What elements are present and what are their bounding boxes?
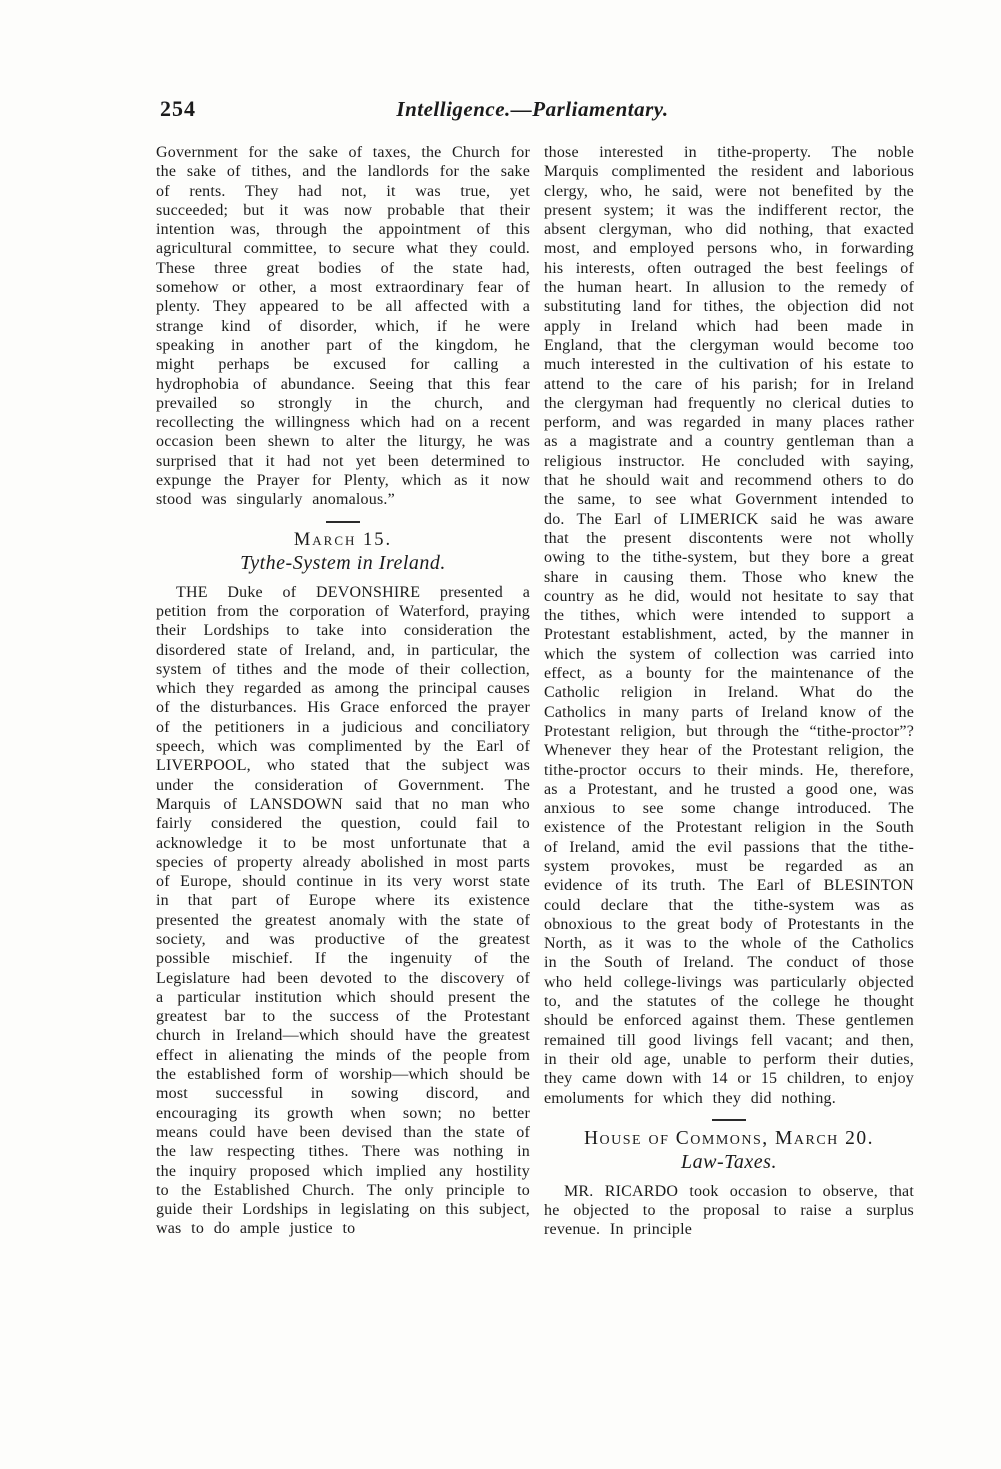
running-title: Intelligence.—Parliamentary. bbox=[396, 97, 669, 121]
paragraph-law-taxes: MR. RICARDO took occasion to observe, that he objected to the proposal to raise a surplus revenue. In principle bbox=[544, 1182, 914, 1239]
date-heading-march-15: March 15. bbox=[293, 529, 393, 550]
section-title-law-taxes: Law-Taxes. bbox=[681, 1150, 777, 1173]
paragraph-tithe-property-continuation: those interested in tithe-property. The noble Marquis complimented the resident and laborious clergy, who, he said, were not benefited by the present system; it was the indifferent rector, the absent clergyman, who did nothing, that exacted most, and employed persons who, in forwarding his interests, often outraged the best feelings of the human heart. In allusion to the remedy of substituting land for tithes, the objection did not apply in Ireland which had been made in England, that the clergyman would become too much interested in the cultivation of his estate to attend to the care of his parish; for in Ireland the clergyman had frequently no clerical duties to perform, and was regarded in many places rather as a magistrate and a country gentleman than a religious instructor. He concluded with saying, that he should wait and recommend others to do the same, to see what Government intended to do. The Earl of LIMERICK said he was aware that the present discontents were not wholly owing to the tithe-system, but they bore a great share in causing them. Those who knew the country as he did, would not hesitate to say that the tithes, which were intended to support a Protestant establishment, acted, by the manner in which the system of collection was carried into effect, as a bounty for the maintenance of the Catholic religion in Ireland. What do the Catholics in many parts of Ireland know of the Protestant religion, but through the “tithe-proctor”? Whenever they hear of the Protestant religion, the tithe-proctor occurs to their minds. He, therefore, as a Protestant, and he trusted a good one, was anxious to see some change introduced. The existence of the Protestant religion in the South of Ireland, amid the evil passions that the tithe-system provokes, must be regarded as an evidence of its truth. The Earl of BLESINTON could declare that the tithe-system was as obnoxious to the great body of Protestants in the North, as it was to the whole of the Catholics in the South of Ireland. The conduct of those who held college-livings was particularly objected to, and the statutes of the college he thought should be enforced against them. These gentlemen remained till good livings fell vacant; and then, in their old age, unable to perform their duties, they came down with 14 or 15 children, to enjoy emoluments for which they did nothing. bbox=[544, 144, 914, 1107]
right-column bbox=[544, 143, 914, 1240]
paragraph-government-continuation: Government for the sake of taxes, the Church for the sake of tithes, and the landlords for the sake of rents. They had not, it was true, yet succeeded; but it was now probable that their intention was, through the appointment of this agricultural committee, to secure what they could. These three great bodies of the state had, somehow or other, a most extraordinary fear of plenty. They appeared to be all affected with a strange kind of disorder, which, if he were speaking in another part of the kingdom, he might perhaps be excused for calling a hydrophobia of abundance. Seeing that this fear prevailed so strongly in the church, and recollecting the willingness which had on a recent occasion been shewn to alter the liturgy, he was surprised that it had not yet been determined to expunge the Prayer for Plenty, which as it now stood was singularly anomalous.” bbox=[156, 144, 530, 509]
section-divider bbox=[326, 521, 360, 523]
paragraph-tythe-system: THE Duke of DEVONSHIRE presented a petition from the corporation of Waterford, praying their Lordships to take into consideration the disordered state of Ireland, and, in particular, the system of tithes and the mode of their collection, which they regarded as among the principal causes of the disturbances. His Grace enforced the prayer of the petitioners in a judicious and conciliatory speech, which was complimented by the Earl of LIVERPOOL, who stated that the subject was under the consideration of Government. The Marquis of LANSDOWN said that no man who fairly considered the question, could fail to acknowledge it to be most unfortunate that a species of property already abolished in most parts of Europe, should continue in its very worst state in that part of Europe where its existence presented the greatest anomaly with the state of society, and was productive of the greatest possible mischief. If the ingenuity of the Legislature had been devoted to the discovery of a particular institution which should present the greatest bar to the success of the Protestant church in Ireland—which should have the greatest effect in alienating the minds of the people from the established form of worship—which should be most successful in sowing discord, and encouraging its growth when sown; no better means could have been devised than the state of the law respecting tithes. There was nothing in the inquiry proposed which implied any hostility to the Established Church. The only principle to guide their Lordships in legislating on this subject, was to do ample justice to bbox=[156, 583, 530, 1238]
section-divider bbox=[712, 1119, 746, 1121]
heading-house-of-commons: House of Commons, March 20. bbox=[583, 1127, 875, 1149]
left-column bbox=[156, 143, 530, 1239]
section-title-tythe-system: Tythe-System in Ireland. bbox=[240, 551, 446, 574]
page-number: 254 bbox=[160, 96, 196, 121]
